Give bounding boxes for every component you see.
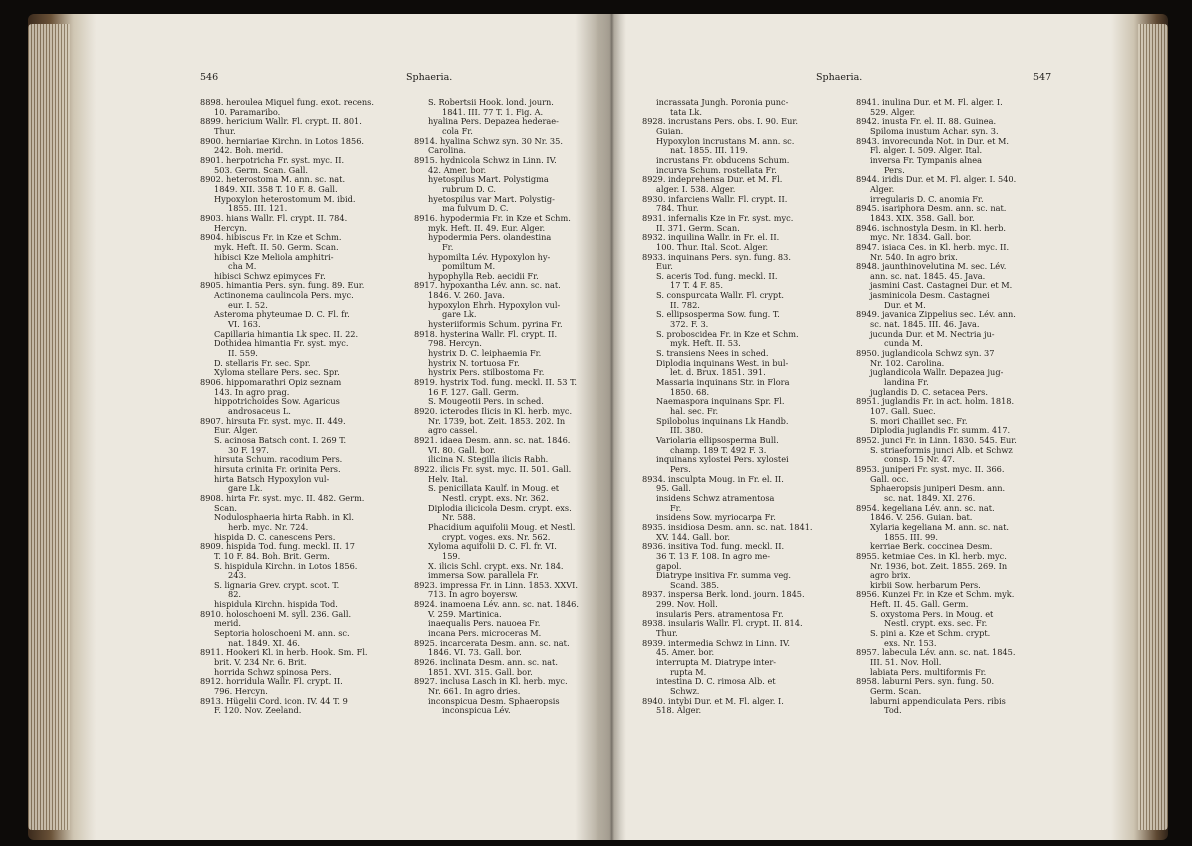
entry-continuation: ann. sc. nat. 1845. 45. Java. (870, 270, 986, 281)
entry-continuation: Septoria holoschoeni M. ann. sc. (214, 628, 350, 639)
entry-continuation: 1855. III. 121. (228, 203, 288, 214)
entry-continuation: hyetospilus var Mart. Polystig- (428, 193, 555, 204)
entry-line: 8923. impressa Fr. in Linn. 1853. XXVI. (414, 579, 578, 590)
entry-line: 8902. heterostoma M. ann. sc. nat. (200, 174, 346, 185)
right-page-number: 547 (1033, 72, 1052, 83)
entry-continuation: Schwz. (670, 686, 700, 697)
entry-continuation: incrassata Jungh. Poronia punc- (656, 97, 789, 107)
entry-continuation: 1846. VI. 73. Gall. bor. (428, 647, 522, 658)
entry-continuation: Diplodia ilicicola Desm. crypt. exs. (428, 502, 572, 513)
entry-continuation: Nr. 661. In agro dries. (428, 686, 521, 697)
entry-continuation: exs. Nr. 153. (884, 637, 937, 648)
entry-continuation: rupta M. (670, 666, 707, 677)
entry-continuation: inconspicua Desm. Sphaeropsis (428, 695, 560, 706)
entry-continuation: hyetospilus Mart. Polystigma (428, 174, 549, 185)
entry-continuation: Hypoxylon heterostomum M. ibid. (214, 193, 356, 204)
entry-continuation: 242. Boh. merid. (214, 145, 284, 156)
entry-continuation: X. ilicis Schl. crypt. exs. Nr. 184. (428, 560, 564, 571)
entry-continuation: hystrix D. C. leiphaemia Fr. (428, 348, 542, 359)
entry-line: 8917. hypoxantha Lév. ann. sc. nat. (414, 280, 561, 291)
entry-continuation: juglandicola Wallr. Depazea jug- (870, 367, 1004, 378)
entry-continuation: 1846. V. 260. Java. (428, 290, 505, 301)
entry-line: 8951. juglandis Fr. in act. holm. 1818. (856, 396, 1015, 407)
entry-continuation: myk. Heft. II. 49. Eur. Alger. (428, 222, 546, 233)
entry-line: 8958. laburni Pers. syn. fung. 50. (856, 676, 995, 687)
entry-line: 8919. hystrix Tod. fung. meckl. II. 53 T. (414, 377, 577, 388)
entry-continuation: Scand. 385. (670, 579, 720, 590)
entry-continuation: cunda M. (884, 338, 923, 349)
entry-continuation: Alger. (870, 183, 895, 194)
entry-continuation: tata Lk. (670, 106, 702, 117)
entry-line: 8918. hysterina Wallr. Fl. crypt. II. (414, 328, 558, 339)
entry-continuation: 107. Gall. Suec. (870, 406, 936, 416)
entry-continuation: Nodulosphaeria hirta Rabh. in Kl. (214, 512, 354, 523)
entry-continuation: Hercyn. (214, 222, 247, 233)
entry-continuation: Spiloma inustum Achar. syn. 3. (870, 125, 999, 136)
entry-continuation: 36 T. 13 F. 108. In agro me- (656, 550, 770, 561)
entry-line: 8937. inspersa Berk. lond. journ. 1845. (642, 589, 805, 600)
entry-continuation: Massaria inquinans Str. in Flora (656, 377, 790, 388)
entry-continuation: S. striaeformis junci Alb. et Schwz (870, 444, 1013, 455)
entry-line: 8909. hispida Tod. fung. meckl. II. 17 (200, 541, 356, 552)
entry-continuation: 95. Gall. (656, 483, 691, 494)
entry-continuation: alger. I. 538. Alger. (656, 183, 736, 194)
entry-continuation: 1846. V. 256. Guian. bat. (870, 512, 973, 523)
entry-line: 8903. hians Wallr. Fl. crypt. II. 784. (200, 212, 348, 223)
entry-continuation: S. Mougeotii Pers. in sched. (428, 396, 544, 407)
entry-continuation: Pers. (884, 164, 905, 175)
entry-continuation: S. Robertsii Hook. lond. journ. (428, 97, 554, 107)
entry-line: 8933. inquinans Pers. syn. fung. 83. (642, 251, 791, 262)
entry-continuation: 1849. XII. 358 T. 10 F. 8. Gall. (214, 183, 338, 194)
entry-line: 8916. hypodermia Fr. in Kze et Schm. (414, 212, 571, 223)
entry-continuation: 30 F. 197. (228, 444, 269, 455)
entry-line: 8928. incrustans Pers. obs. I. 90. Eur. (642, 116, 798, 127)
entry-continuation: insidens Sow. myriocarpa Fr. (656, 512, 776, 523)
entry-continuation: agro brix. (870, 570, 911, 581)
entry-continuation: juglandis D. C. setacea Pers. (870, 386, 988, 397)
entry-continuation: hypodermia Pers. olandestina (428, 232, 552, 243)
entry-continuation: 42. Amer. bor. (428, 164, 487, 175)
entry-continuation: S. oxystoma Pers. in Moug. et (870, 608, 994, 619)
entry-continuation: Thur. (214, 125, 236, 136)
entry-continuation: S. conspurcata Wallr. Fl. crypt. (656, 290, 784, 301)
entry-continuation: interrupta M. Diatrype inter- (656, 657, 777, 668)
entry-continuation: Eur. Alger. (214, 425, 258, 436)
open-book (28, 14, 1168, 840)
entry-continuation: horrida Schwz spinosa Pers. (214, 666, 332, 677)
entry-continuation: Heft. II. 45. Gall. Germ. (870, 599, 969, 610)
entry-continuation: 713. In agro boyersw. (428, 589, 518, 600)
entry-continuation: hal. sec. Fr. (670, 406, 719, 416)
entry-line: 8922. ilicis Fr. syst. myc. II. 501. Gall. (414, 463, 572, 474)
entry-continuation: S. aceris Tod. fung. meckl. II. (656, 270, 778, 281)
entry-continuation: landina Fr. (884, 377, 929, 388)
entry-continuation: Spilobolus inquinans Lk Handb. (656, 415, 789, 426)
entry-continuation: S. proboscidea Fr. in Kze et Schm. (656, 328, 799, 339)
entry-line: 8940. intybi Dur. et M. Fl. alger. I. (642, 695, 784, 706)
entry-continuation: 798. Hercyn. (428, 338, 482, 349)
page-edges-left (28, 24, 70, 830)
entry-continuation: VI. 163. (228, 319, 261, 330)
entry-continuation: kerriae Berk. coccinea Desm. (870, 541, 993, 552)
entry-continuation: 1843. XIX. 358. Gall. bor. (870, 212, 975, 223)
entry-continuation: 45. Amer. bor. (656, 647, 715, 658)
entry-continuation: jucunda Dur. et M. Nectria ju- (870, 328, 995, 339)
entry-continuation: Guian. (656, 125, 684, 136)
entry-continuation: Nestl. crypt. exs. sec. Fr. (884, 618, 988, 629)
entry-continuation: insularis Pers. atramentosa Fr. (656, 608, 784, 619)
right-column-1 (642, 98, 856, 716)
entry-continuation: Capillaria himantia Lk spec. II. 22. (214, 328, 359, 339)
entry-line: 8953. juniperi Fr. syst. myc. II. 366. (856, 463, 1005, 474)
entry-continuation: Helv. Ital. (428, 473, 469, 484)
entry-line: 8911. Hookeri Kl. in herb. Hook. Sm. Fl. (200, 647, 368, 658)
entry-continuation: S. penicillata Kaulf. in Moug. et (428, 483, 560, 494)
entry-continuation: sc. nat. 1849. XI. 276. (884, 492, 976, 503)
entry-line: 8931. infernalis Kze in Fr. syst. myc. (642, 212, 794, 223)
entry-continuation: jasmini Cast. Castagnei Dur. et M. (870, 280, 1013, 291)
entry-continuation: D. stellaris Fr. sec. Spr. (214, 357, 311, 368)
entry-line: 8907. hirsuta Fr. syst. myc. II. 449. (200, 415, 346, 426)
entry-continuation: F. 120. Nov. Zeeland. (214, 705, 302, 716)
entry-continuation: Tod. (884, 705, 902, 716)
entry-line: 8934. insculpta Moug. in Fr. el. II. (642, 473, 784, 484)
entry-continuation: consp. 15 Nr. 47. (884, 454, 955, 465)
entry-line: 8926. inclinata Desm. ann. sc. nat. (414, 657, 558, 668)
entry-continuation: eur. I. 52. (228, 299, 268, 310)
entry-line: 8921. idaea Desm. ann. sc. nat. 1846. (414, 434, 571, 445)
entry-line: 8955. ketmiae Ces. in Kl. herb. myc. (856, 550, 1007, 561)
entry-continuation: Phacidium aquifolii Moug. et Nestl. (428, 521, 576, 532)
entry-continuation: Thur. (656, 628, 678, 639)
entry-line: 8939. intermedia Schwz in Linn. IV. (642, 637, 790, 648)
entry-continuation: inconspicua Lév. (442, 705, 511, 716)
entry-continuation: 529. Alger. (870, 106, 916, 117)
entry-continuation: hyalina Pers. Depazea hederae- (428, 116, 559, 127)
entry-line: 8956. Kunzei Fr. in Kze et Schm. myk. (856, 589, 1015, 600)
entry-continuation: Actinonema caulincola Pers. myc. (214, 290, 354, 301)
entry-continuation: VI. 80. Gall. bor. (428, 444, 496, 455)
entry-line: 8913. Hügelii Cord. icon. IV. 44 T. 9 (200, 695, 348, 706)
entry-line: 8946. ischnostyla Desm. in Kl. herb. (856, 222, 1007, 233)
entry-line: 8898. heroulea Miquel fung. exot. recens. (200, 97, 374, 107)
entry-continuation: 10. Paramaribo. (214, 106, 281, 117)
entry-continuation: hirsuta crinita Fr. orinita Pers. (214, 463, 341, 474)
entry-continuation: Scan. (214, 502, 237, 513)
left-page (68, 14, 628, 840)
entry-continuation: Eur. (656, 261, 673, 272)
entry-line: 8932. inquilina Wallr. in Fr. el. II. (642, 232, 780, 243)
entry-continuation: Dur. et M. (884, 299, 926, 310)
entry-continuation: incurva Schum. rostellata Fr. (656, 164, 777, 175)
entry-continuation: 1841. III. 77 T. 1. Fig. A. (442, 106, 544, 117)
entry-continuation: nat. 1849. XI. 46. (228, 637, 300, 648)
entry-continuation: gare Lk. (228, 483, 263, 494)
entry-continuation: II. 782. (670, 299, 700, 310)
entry-continuation: hypophylla Reb. aecidii Fr. (428, 270, 539, 281)
entry-continuation: S. pini a. Kze et Schm. crypt. (870, 628, 991, 639)
entry-continuation: cola Fr. (442, 125, 473, 136)
entry-continuation: Hypoxylon incrustans M. ann. sc. (656, 135, 795, 146)
entry-continuation: 299. Nov. Holl. (656, 599, 718, 610)
entry-continuation: myc. Nr. 1834. Gall. bor. (870, 232, 972, 243)
entry-continuation: Variolaria ellipsosperma Bull. (656, 434, 779, 445)
left-column-1 (200, 98, 414, 716)
entry-continuation: III. 51. Nov. Holl. (870, 657, 942, 668)
entry-continuation: 784. Thur. (656, 203, 699, 214)
entry-continuation: 503. Germ. Scan. Gall. (214, 164, 308, 175)
entry-continuation: Nr. 588. (442, 512, 476, 523)
entry-continuation: Fl. alger. I. 509. Alger. Ital. (870, 145, 983, 156)
entry-continuation: intestina D. C. rimosa Alb. et (656, 676, 776, 687)
entry-continuation: Nr. 1936, bot. Zeit. 1855. 269. In (870, 560, 1008, 571)
entry-line: 8950. juglandicola Schwz syn. 37 (856, 348, 995, 359)
left-running-head: Sphaeria. (406, 72, 453, 83)
entry-continuation: myk. Heft. II. 53. (670, 338, 741, 349)
entry-continuation: 159. (442, 550, 461, 561)
entry-continuation: S. hispidula Kirchn. in Lotos 1856. (214, 560, 358, 571)
entry-line: 8910. holoschoeni M. syll. 236. Gall. (200, 608, 352, 619)
entry-line: 8927. inclusa Lasch in Kl. herb. myc. (414, 676, 568, 687)
entry-continuation: Naemaspora inquinans Spr. Fl. (656, 396, 785, 407)
entry-continuation: irregularis D. C. anomia Fr. (870, 193, 984, 204)
entry-continuation: let. d. Brux. 1851. 391. (670, 367, 766, 378)
entry-continuation: Germ. Scan. (870, 686, 922, 697)
entry-continuation: nat. 1855. III. 119. (670, 145, 748, 156)
entry-line: 8904. hibiscus Fr. in Kze et Schm. (200, 232, 342, 243)
entry-continuation: XV. 144. Gall. bor. (656, 531, 730, 542)
entry-continuation: incrustans Fr. obducens Schum. (656, 154, 790, 165)
entry-line: 8900. herniariae Kirchn. in Lotos 1856. (200, 135, 365, 146)
entry-continuation: S. lignaria Grev. crypt. scot. T. (214, 579, 340, 590)
entry-continuation: inversa Fr. Tympanis alnea (870, 154, 983, 165)
entry-continuation: 100. Thur. Ital. Scot. Alger. (656, 241, 769, 252)
entry-line: 8905. himantia Pers. syn. fung. 89. Eur. (200, 280, 365, 291)
entry-line: 8914. hyalina Schwz syn. 30 Nr. 35. (414, 135, 563, 146)
entry-continuation: crypt. voges. exs. Nr. 562. (442, 531, 551, 542)
entry-line: 8908. hirta Fr. syst. myc. II. 482. Germ. (200, 492, 365, 503)
entry-continuation: II. 559. (228, 348, 258, 359)
left-page-number: 546 (200, 72, 219, 83)
entry-continuation: Nestl. crypt. exs. Nr. 362. (442, 492, 549, 503)
entry-continuation: insidens Schwz atramentosa (656, 492, 775, 503)
entry-line: 8957. labecula Lév. ann. sc. nat. 1845. (856, 647, 1016, 658)
entry-continuation: Asteroma phyteumae D. C. Fl. fr. (214, 309, 350, 320)
entry-continuation: pomiltum M. (442, 261, 496, 272)
entry-continuation: hirsuta Schum. racodium Pers. (214, 454, 343, 465)
entry-continuation: Diplodia juglandis Fr. summ. 417. (870, 425, 1011, 436)
entry-continuation: Xyloma aquifolii D. C. Fl. fr. VI. (428, 541, 557, 552)
entry-continuation: androsaceus L. (228, 406, 291, 416)
entry-continuation: brit. V. 234 Nr. 6. Brit. (214, 657, 307, 668)
entry-line: 8924. inamoena Lév. ann. sc. nat. 1846. (414, 599, 579, 610)
entry-continuation: cha M. (228, 261, 257, 272)
entry-line: 8942. inusta Fr. el. II. 88. Guinea. (856, 116, 997, 127)
entry-line: 8944. iridis Dur. et M. Fl. alger. I. 540. (856, 174, 1017, 185)
entry-line: 8929. indeprehensa Dur. et M. Fl. (642, 174, 783, 185)
entry-line: 8930. infarciens Wallr. Fl. crypt. II. (642, 193, 788, 204)
entry-continuation: hibisci Kze Meliola amphitri- (214, 251, 334, 262)
entry-continuation: sc. nat. 1845. III. 46. Java. (870, 319, 980, 330)
entry-continuation: 796. Hercyn. (214, 686, 268, 697)
entry-continuation: 518. Alger. (656, 705, 702, 716)
entry-continuation: rubrum D. C. (442, 183, 497, 194)
entry-continuation: hystrix Pers. stilbostoma Fr. (428, 367, 545, 378)
entry-continuation: 1855. III. 99. (884, 531, 938, 542)
entry-continuation: gare Lk. (442, 309, 477, 320)
entry-continuation: Pers. (670, 463, 691, 474)
entry-continuation: inquinans xylostei Pers. xylostei (656, 454, 789, 465)
entry-line: 8925. incarcerata Desm. ann. sc. nat. (414, 637, 570, 648)
entry-continuation: kirbii Sow. herbarum Pers. (870, 579, 981, 590)
entry-line: 8945. isariphora Desm. ann. sc. nat. (856, 203, 1007, 214)
entry-continuation: labiata Pers. multiformis Fr. (870, 666, 987, 677)
entry-continuation: II. 371. Germ. Scan. (656, 222, 740, 233)
entry-continuation: 1850. 68. (670, 386, 710, 397)
entry-line: 8943. invorecunda Not. in Dur. et M. (856, 135, 1009, 146)
entry-line: 8901. herpotricha Fr. syst. myc. II. (200, 154, 345, 165)
entry-line: 8947. isiaca Ces. in Kl. herb. myc. II. (856, 241, 1010, 252)
entry-line: 8935. insidiosa Desm. ann. sc. nat. 1841. (642, 521, 813, 532)
entry-line: 8920. icterodes Ilicis in Kl. herb. myc. (414, 406, 573, 416)
entry-continuation: herb. myc. Nr. 724. (228, 521, 309, 532)
right-running-head: Sphaeria. (816, 72, 863, 83)
entry-continuation: gapol. (656, 560, 682, 571)
entry-continuation: Nr. 1739, bot. Zeit. 1853. 202. In (428, 415, 566, 426)
entry-continuation: T. 10 F. 84. Boh. Brit. Germ. (214, 550, 330, 561)
right-page (622, 14, 1168, 840)
entry-continuation: champ. 189 T. 492 F. 3. (670, 444, 767, 455)
entry-continuation: 17 T. 4 F. 85. (670, 280, 723, 291)
entry-continuation: hispidula Kirchn. hispida Tod. (214, 599, 338, 610)
entry-line: 8936. insitiva Tod. fung. meckl. II. (642, 541, 785, 552)
entry-continuation: hystrix N. tortuosa Fr. (428, 357, 520, 368)
left-column-2 (414, 98, 620, 716)
entry-continuation: Gall. occ. (870, 473, 909, 484)
entry-continuation: S. ellipsosperma Sow. fung. T. (656, 309, 780, 320)
entry-continuation: Dothidea himantia Fr. syst. myc. (214, 338, 349, 349)
entry-line: 8952. junci Fr. in Linn. 1830. 545. Eur. (856, 434, 1017, 445)
right-column-2 (856, 98, 1066, 716)
entry-continuation: hispida D. C. canescens Pers. (214, 531, 336, 542)
entry-line: 8915. hydnicola Schwz in Linn. IV. (414, 154, 557, 165)
entry-continuation: hysteriiformis Schum. pyrina Fr. (428, 319, 563, 330)
entry-continuation: 82. (228, 589, 242, 600)
entry-continuation: Carolina. (428, 145, 466, 156)
entry-continuation: Diplodia inquinans West. in bul- (656, 357, 789, 368)
entry-line: 8899. hericium Wallr. Fl. crypt. II. 801. (200, 116, 362, 127)
entry-line: 8938. insularis Wallr. Fl. crypt. II. 814. (642, 618, 803, 629)
entry-continuation: 372. F. 3. (670, 319, 709, 330)
entry-continuation: Xylaria kegeliana M. ann. sc. nat. (870, 521, 1009, 532)
entry-continuation: Diatrype insitiva Fr. summa veg. (656, 570, 792, 581)
entry-continuation: jasminicola Desm. Castagnei (870, 290, 990, 301)
entry-line: 8906. hippomarathri Opiz seznam (200, 377, 342, 388)
entry-continuation: S. mori Chaillet sec. Fr. (870, 415, 968, 426)
entry-continuation: 1851. XVI. 315. Gall. bor. (428, 666, 533, 677)
entry-continuation: hirta Batsch Hypoxylon vul- (214, 473, 330, 484)
entry-continuation: agro cassel. (428, 425, 478, 436)
entry-continuation: myk. Heft. II. 50. Germ. Scan. (214, 241, 339, 252)
entry-continuation: Xyloma stellare Pers. sec. Spr. (214, 367, 340, 378)
entry-continuation: V. 259. Martinica. (428, 608, 502, 619)
entry-continuation: S. transiens Nees in sched. (656, 348, 769, 359)
entry-continuation: immersa Sow. parallela Fr. (428, 570, 539, 581)
entry-line: 8948. jaunthinovelutina M. sec. Lév. (856, 261, 1007, 272)
entry-continuation: hypoxylon Ehrh. Hypoxylon vul- (428, 299, 561, 310)
entry-line: 8941. inulina Dur. et M. Fl. alger. I. (856, 97, 1003, 107)
entry-line: 8912. horridula Wallr. Fl. crypt. II. (200, 676, 343, 687)
entry-continuation: incana Pers. microceras M. (428, 628, 542, 639)
entry-continuation: 143. In agro prag. (214, 386, 290, 397)
entry-continuation: ma fulvum D. C. (442, 203, 509, 214)
entry-continuation: laburni appendiculata Pers. ribis (870, 695, 1006, 706)
entry-continuation: S. acinosa Batsch cont. I. 269 T. (214, 434, 347, 445)
entry-continuation: Nr. 102. Carolina. (870, 357, 945, 368)
entry-continuation: 243. (228, 570, 247, 581)
entry-continuation: Fr. (670, 502, 682, 513)
entry-continuation: merid. (214, 618, 241, 629)
entry-continuation: ilicina N. Stegilla ilicis Rabh. (428, 454, 549, 465)
entry-continuation: hippotrichoides Sow. Agaricus (214, 396, 340, 407)
entry-continuation: hypomilta Lév. Hypoxylon hy- (428, 251, 551, 262)
entry-continuation: Nr. 540. In agro brix. (870, 251, 958, 262)
entry-continuation: III. 380. (670, 425, 704, 436)
entry-continuation: 16 F. 127. Gall. Germ. (428, 386, 519, 397)
entry-line: 8954. kegeliana Lév. ann. sc. nat. (856, 502, 995, 513)
entry-continuation: Fr. (442, 241, 454, 252)
entry-continuation: hibisci Schwz epimyces Fr. (214, 270, 326, 281)
entry-continuation: Sphaeropsis juniperi Desm. ann. (870, 483, 1006, 494)
entry-line: 8949. javanica Zippelius sec. Lév. ann. (856, 309, 1016, 320)
entry-continuation: inaequalis Pers. nauoea Fr. (428, 618, 541, 629)
